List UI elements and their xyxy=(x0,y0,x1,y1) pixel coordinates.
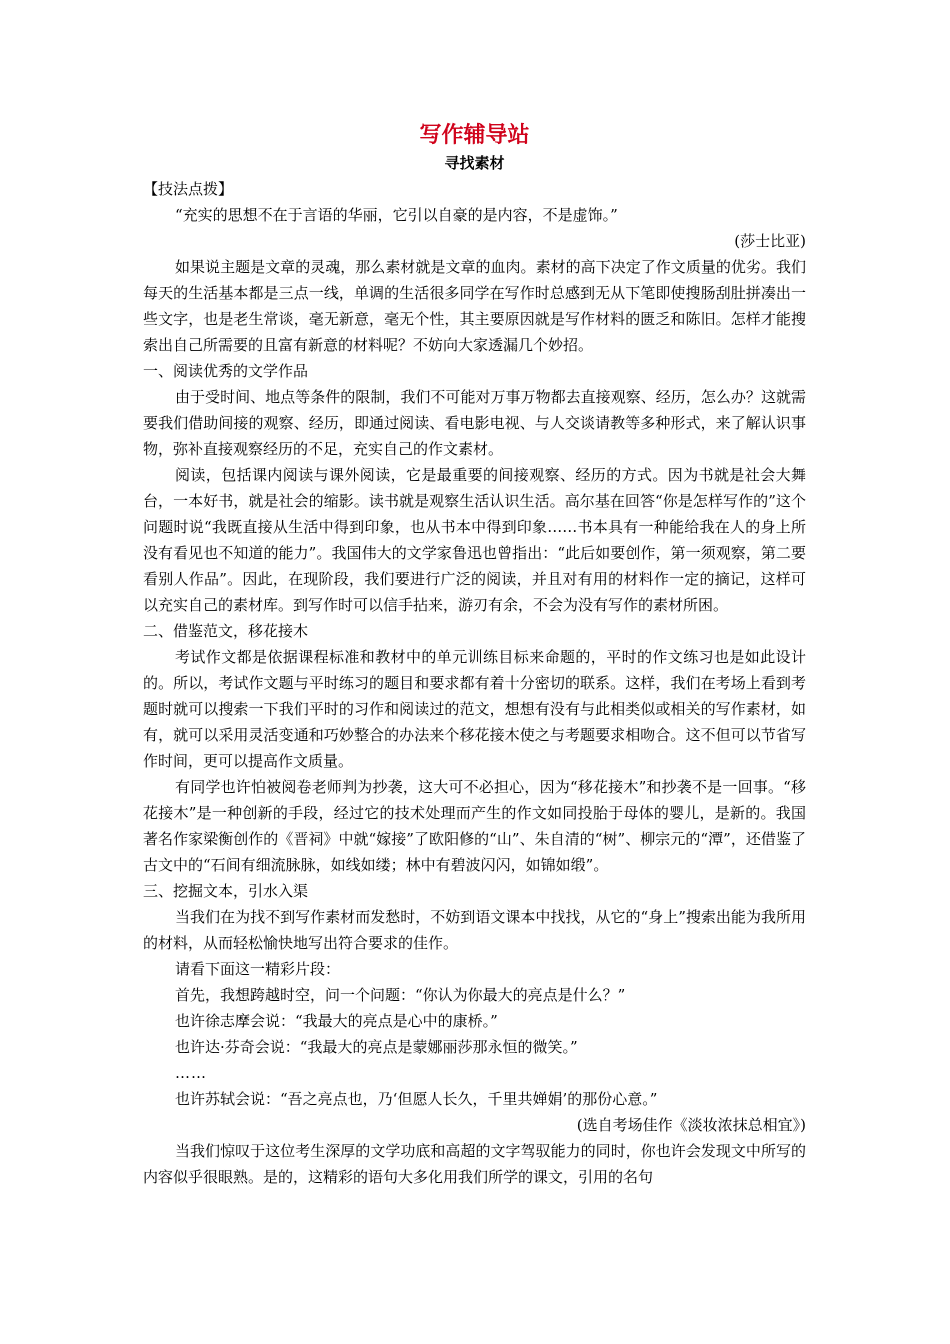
paragraph-6: 当我们惊叹于这位考生深厚的文学功底和高超的文字驾驭能力的同时，你也许会发现文中所写的内容似乎很眼熟。是的，这精彩的语句大多化用我们所学的课文，引用的名句 xyxy=(143,1142,806,1186)
epigraph: “充实的思想不在于言语的华丽，它引以自豪的是内容，不是虚饰。” xyxy=(175,206,618,224)
section-heading-1: 一、阅读优秀的文学作品 xyxy=(143,362,309,380)
paragraph-4: 有同学也许怕被阅卷老师判为抄袭，这大可不必担心，因为“移花接木”和抄袭不是一回事。“移花接木”是一种创新的手段，经过它的技术处理而产生的作文如同投胎于母体的婴儿，是新的。我国著名作家梁衡创作的《晋祠》中就“嫁接”了欧阳修的“山”、朱自清的“树”、柳宗元的“潭”，还借鉴了古文中的“石间有细流脉脉，如线如缕；林中有碧波闪闪，如锦如缎”。 xyxy=(143,778,806,874)
paragraph-3: 考试作文都是依据课程标准和教材中的单元训练目标来命题的，平时的作文练习也是如此设计的。所以，考试作文题与平时练习的题目和要求都有着十分密切的联系。这样，我们在考场上看到考题时就可以搜索一下我们平时的习作和阅读过的范文，想想有没有与此相类似或相关的写作素材，如有，就可以采用灵活变通和巧妙整合的办法来个移花接木使之与考题要求相吻合。这不但可以节省写作时间，更可以提高作文质量。 xyxy=(143,648,806,770)
page-subtitle: 寻找素材 xyxy=(444,154,505,172)
epigraph-source: (莎士比亚) xyxy=(734,232,806,250)
quote-ellipsis: …… xyxy=(175,1064,207,1082)
paragraph-5: 当我们在为找不到写作素材而发愁时，不妨到语文课本中找找，从它的“身上”搜索出能为我所用的材料，从而轻松愉快地写出符合要求的佳作。 xyxy=(143,908,806,952)
intro-paragraph: 如果说主题是文章的灵魂，那么素材就是文章的血肉。素材的高下决定了作文质量的优劣。我们每天的生活基本都是三点一线，单调的生活很多同学在写作时总感到无从下笔即使搜肠刮肚拼凑出一些文字，也是老生常谈，毫无新意，毫无个性，其主要原因就是写作材料的匮乏和陈旧。怎样才能搜索出自己所需要的且富有新意的材料呢？不妨向大家透漏几个妙招。 xyxy=(143,258,806,354)
document-body xyxy=(143,120,806,1190)
section-heading-3: 三、挖掘文本，引水入渠 xyxy=(143,882,309,900)
quote-line-2: 也许徐志摩会说：“我最大的亮点是心中的康桥。” xyxy=(175,1012,498,1030)
paragraph-2: 阅读，包括课内阅读与课外阅读，它是最重要的间接观察、经历的方式。因为书就是社会大舞台，一本好书，就是社会的缩影。读书就是观察生活认识生活。高尔基在回答“你是怎样写作的”这个问题时说“我既直接从生活中得到印象，也从书本中得到印象……书本具有一种能给我在人的身上所没有看见也不知道的能力”。我国伟大的文学家鲁迅也曾指出：“此后如要创作，第一须观察，第二要看别人作品”。因此，在现阶段，我们要进行广泛的阅读，并且对有用的材料作一定的摘记，这样可以充实自己的素材库。到写作时可以信手拈来，游刃有余，不会为没有写作的素材所困。 xyxy=(143,466,806,614)
quote-source: (选自考场佳作《淡妆浓抹总相宜》) xyxy=(576,1116,806,1134)
section-heading-2: 二、借鉴范文，移花接木 xyxy=(143,622,309,640)
quote-line-4: 也许苏轼会说：“吾之亮点也，乃‘但愿人长久，千里共婵娟’的那份心意。” xyxy=(175,1090,658,1108)
quote-line-1: 首先，我想跨越时空，问一个问题：“你认为你最大的亮点是什么？” xyxy=(175,986,626,1004)
section-tag: 【技法点拨】 xyxy=(143,180,234,198)
quote-intro: 请看下面这一精彩片段： xyxy=(175,960,341,978)
paragraph-1: 由于受时间、地点等条件的限制，我们不可能对万事万物都去直接观察、经历，怎么办？这就需要我们借助间接的观察、经历，即通过阅读、看电影电视、与人交谈请教等多种形式，来了解认识事物，弥补直接观察经历的不足，充实自己的作文素材。 xyxy=(143,388,806,458)
page-title: 写作辅导站 xyxy=(419,123,530,148)
quote-line-3: 也许达·芬奇会说：“我最大的亮点是蒙娜丽莎那永恒的微笑。” xyxy=(175,1038,578,1056)
